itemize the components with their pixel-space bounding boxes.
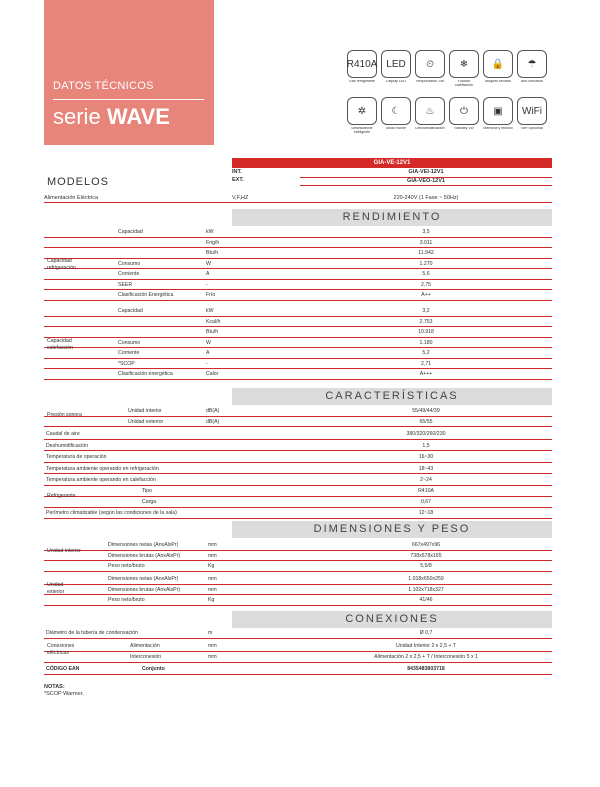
- row-value: 10.918: [418, 329, 434, 335]
- table-row: [44, 306, 552, 317]
- row-sublabel: SEER: [118, 281, 133, 288]
- row-sublabel: Peso neto/bruto: [108, 563, 145, 569]
- icon-caption: WiFi opcional: [521, 127, 543, 130]
- row-unit: mm: [208, 576, 217, 582]
- row-value: 3,2: [422, 308, 430, 314]
- row-value: Ø 0,7: [419, 630, 433, 636]
- section-caracteristicas: CARACTERÍSTICAS: [232, 388, 552, 405]
- row-unit: Frío: [206, 292, 216, 298]
- row-label: CÓDIGO EAN: [46, 666, 80, 672]
- lock-icon: 🔒: [483, 50, 513, 78]
- table-row: [44, 641, 552, 652]
- row-value: 1.180: [419, 339, 433, 346]
- row-unit: -: [206, 360, 208, 367]
- icon-caption: Bloqueo teclado: [485, 80, 511, 83]
- row-value: 1.270: [419, 260, 433, 267]
- row-label: Perímetro climatizable (según las condiciones de la sala): [46, 510, 177, 516]
- heat-feature: [449, 50, 479, 94]
- antirust-icon: ☂: [517, 50, 547, 78]
- dehumidify-icon: ♨: [415, 97, 445, 125]
- wifi-icon: WiFi: [517, 97, 547, 125]
- defrost-icon: ✲: [347, 97, 377, 125]
- sleep-icon: ☾: [381, 97, 411, 125]
- row-sublabel: Capacidad: [118, 229, 143, 235]
- table-row: [44, 417, 552, 428]
- table-row: [44, 327, 552, 338]
- table-row: [44, 280, 552, 291]
- row-unit: -: [206, 281, 208, 288]
- table-row: [44, 317, 552, 328]
- table-row: [44, 574, 552, 585]
- icon-caption: Gas refrigerante: [349, 80, 375, 83]
- sleep-feature: [381, 97, 411, 141]
- row-unit: W: [206, 339, 211, 346]
- row-value: Unidad Interior 2 x 2,5 + T: [395, 643, 457, 649]
- group-capacidad-calefaccion: Capacidad calefacción: [47, 338, 73, 351]
- table-row: [44, 652, 552, 663]
- notes-text: *SCOP Warmer.: [44, 691, 84, 697]
- title-banner: [44, 0, 214, 145]
- row-sublabel: Consumo: [118, 260, 141, 267]
- row-unit: Btu/h: [206, 250, 219, 256]
- row-sublabel: Corriente: [118, 350, 140, 356]
- row-value: 738x578x165: [410, 552, 442, 559]
- table-row: [44, 259, 552, 270]
- row-value: 3,5: [422, 229, 430, 235]
- row-label: Diámetro de la tubería de condensación: [46, 630, 138, 636]
- row-value: R410A: [418, 488, 434, 494]
- row-unit: m: [208, 630, 213, 636]
- table-row: [44, 595, 552, 606]
- table-row: [44, 369, 552, 380]
- row-sublabel: Alimentación: [130, 643, 160, 649]
- row-value: A++: [421, 292, 431, 298]
- row-value: Alimentación 2 x 2,5 + T / Interconexión 5 x 1: [374, 654, 478, 660]
- row-sublabel: Dimensiones brutas (AnxAlxPr): [108, 552, 181, 559]
- row-unit: A: [206, 271, 210, 277]
- row-unit: mm: [208, 643, 217, 649]
- row-value: 16~30: [418, 454, 434, 460]
- timer-icon: ⏲: [415, 50, 445, 78]
- model-int: GIA-VEI-12V1: [300, 169, 552, 178]
- row-unit: W: [206, 260, 211, 267]
- table-row: [44, 628, 552, 639]
- memory-feature: [483, 97, 513, 141]
- table-row: [44, 551, 552, 562]
- row-value: 2,71: [420, 360, 432, 367]
- power-label: Alimentación Eléctrica: [44, 195, 99, 201]
- row-unit: kW: [206, 308, 214, 314]
- icon-caption: Standby 1W: [454, 127, 474, 130]
- table-row: [44, 269, 552, 280]
- section-dimensiones: DIMENSIONES Y PESO: [232, 521, 552, 538]
- row-sublabel: Consumo: [118, 339, 141, 346]
- row-value: 41/46: [419, 597, 433, 603]
- row-sublabel: Peso neto/bruto: [108, 597, 145, 603]
- heat-icon: ❄: [449, 50, 479, 78]
- row-sublabel: Conjunto: [142, 666, 165, 672]
- row-value: 8435483803718: [407, 666, 445, 672]
- memory-icon: ▣: [483, 97, 513, 125]
- group-unidad-exterior: Unidad exterior: [47, 582, 65, 595]
- table-row: [44, 540, 552, 551]
- wifi-feature: [517, 97, 547, 141]
- row-value: 380/320/260/230: [406, 431, 446, 437]
- banner-title: [53, 104, 170, 130]
- table-row: [44, 475, 552, 486]
- row-value: 12~18: [418, 510, 434, 516]
- row-sublabel: Dimensiones netas (AnxAlxPr): [108, 542, 179, 548]
- feature-icons: [347, 50, 557, 144]
- row-value: 5,2: [422, 350, 430, 356]
- table-row: [44, 406, 552, 417]
- row-label: Temperatura de operación: [46, 454, 107, 460]
- row-value: 3.011: [419, 239, 433, 246]
- row-unit: A: [206, 350, 210, 356]
- lock-feature: [483, 50, 513, 94]
- row-unit: kW: [206, 229, 214, 235]
- row-value: 65/55: [419, 418, 433, 425]
- table-row: [44, 359, 552, 370]
- row-unit: Frig/h: [206, 239, 220, 246]
- table-row: [44, 238, 552, 249]
- row-value: 5,5/8: [420, 563, 432, 569]
- model-ext: GIA-VEO-12V1: [300, 178, 552, 187]
- row-value: 1.102x718x327: [408, 586, 444, 593]
- row-sublabel: Dimensiones netas (AnxAlxPr): [108, 576, 179, 582]
- icon-caption: Deshumidificación: [415, 127, 445, 130]
- section-conexiones: CONEXIONES: [232, 611, 552, 628]
- row-unit: dB(A): [206, 418, 220, 425]
- row-sublabel: Carga: [142, 499, 157, 505]
- table-row: [44, 464, 552, 475]
- group-refrigerante: Refrigerante: [47, 493, 76, 499]
- row-sublabel: Unidad exterior: [128, 418, 164, 425]
- timer-feature: [415, 50, 445, 94]
- row-unit: Kg: [208, 597, 215, 603]
- model-names: [300, 169, 552, 186]
- banner-subtitle: DATOS TÉCNICOS: [53, 80, 154, 92]
- row-label: Caudal de aire: [46, 431, 80, 437]
- group-capacidad-refrigeracion: Capacidad refrigeración: [47, 258, 76, 271]
- row-value: 667x497x96: [411, 542, 441, 548]
- table-row: [44, 227, 552, 238]
- antirust-feature: [517, 50, 547, 94]
- r410a-feature: [347, 50, 377, 94]
- row-unit: Btu/h: [206, 329, 219, 335]
- row-value: 5,6: [422, 271, 430, 277]
- row-unit: Calor: [206, 371, 219, 377]
- row-value: 55/49/44/39: [412, 408, 440, 414]
- row-unit: mm: [208, 552, 217, 559]
- row-sublabel: Interconexión: [130, 654, 162, 660]
- power-row: [44, 193, 552, 203]
- icon-caption: Anti-corrosion: [520, 80, 544, 83]
- model-redbar: GIA-VE-12V1: [232, 158, 552, 168]
- icon-caption: Función calefacción: [455, 80, 473, 87]
- tag-ext: EXT.: [232, 176, 244, 183]
- row-sublabel: Clasificación Energética: [118, 292, 174, 298]
- row-value: A+++: [419, 371, 433, 377]
- banner-name: WAVE: [106, 104, 170, 129]
- row-value: 11.942: [418, 250, 434, 256]
- row-unit: mm: [208, 586, 217, 593]
- table-row: [44, 497, 552, 508]
- row-unit: mm: [208, 654, 217, 660]
- defrost-feature: [347, 97, 377, 141]
- row-label: Temperatura ambiente operando en refrigeración: [46, 465, 159, 472]
- power-value: 220-240V (1 Fase ~ 50Hz): [393, 195, 459, 201]
- group-presion-sonora: Presión sonora: [47, 412, 82, 418]
- row-sublabel: Capacidad: [118, 308, 143, 314]
- icon-caption: Modo noche: [386, 127, 406, 130]
- table-row: [44, 664, 552, 675]
- row-value: 2~24: [420, 477, 432, 483]
- group-unidad-interior: Unidad interior: [47, 548, 81, 554]
- row-unit: dB(A): [206, 408, 220, 414]
- row-value: 0,67: [420, 499, 432, 505]
- row-sublabel: Unidad interior: [128, 408, 162, 414]
- icon-caption: Memoria y reinicio: [483, 127, 513, 130]
- led-icon: LED: [381, 50, 411, 78]
- table-row: [44, 429, 552, 440]
- row-sublabel: Dimensiones brutas (AnxAlxPr): [108, 586, 181, 593]
- standby-icon: ⏻: [449, 97, 479, 125]
- table-row: [44, 441, 552, 452]
- row-sublabel: *SCOP: [118, 360, 135, 367]
- row-sublabel: Corriente: [118, 271, 140, 277]
- notes-title: NOTAS:: [44, 684, 65, 690]
- models-heading: MODELOS: [47, 176, 110, 188]
- table-row: [44, 248, 552, 259]
- table-row: [44, 508, 552, 519]
- tag-int: INT.: [232, 169, 242, 175]
- section-rendimiento: RENDIMIENTO: [232, 209, 552, 226]
- row-label: Temperatura ambiente operando en calefacción: [46, 477, 156, 483]
- row-value: 1.018x650x259: [408, 576, 444, 582]
- table-row: [44, 348, 552, 359]
- row-value: 18~43: [418, 465, 434, 472]
- icon-caption: Temporizador 24h: [415, 80, 445, 83]
- table-row: [44, 290, 552, 301]
- table-row: [44, 486, 552, 497]
- table-row: [44, 585, 552, 596]
- row-unit: mm: [208, 542, 217, 548]
- row-sublabel: Tipo: [142, 488, 152, 494]
- group-conexiones-electricas: Conexiones eléctricas: [47, 643, 75, 656]
- row-unit: Kcal/h: [206, 318, 221, 325]
- table-row: [44, 452, 552, 463]
- icon-caption: Display LED: [386, 80, 406, 83]
- row-label: Deshumidificación: [46, 442, 89, 449]
- dehumidify-feature: [415, 97, 445, 141]
- row-sublabel: Clasificación energética: [118, 371, 173, 377]
- led-feature: [381, 50, 411, 94]
- banner-divider: [53, 99, 204, 100]
- model-tags: [232, 169, 244, 184]
- banner-serie: serie: [53, 104, 101, 129]
- row-value: 2,75: [420, 281, 432, 288]
- power-unit: V,F,HZ: [232, 195, 249, 201]
- row-value: 2.753: [419, 318, 433, 325]
- row-unit: Kg: [208, 563, 215, 569]
- table-row: [44, 561, 552, 572]
- table-row: [44, 338, 552, 349]
- notes: [44, 684, 84, 698]
- standby-feature: [449, 97, 479, 141]
- row-value: 1,5: [422, 442, 430, 449]
- icon-caption: Desescarche inteligente: [351, 127, 373, 134]
- r410a-icon: R410A: [347, 50, 377, 78]
